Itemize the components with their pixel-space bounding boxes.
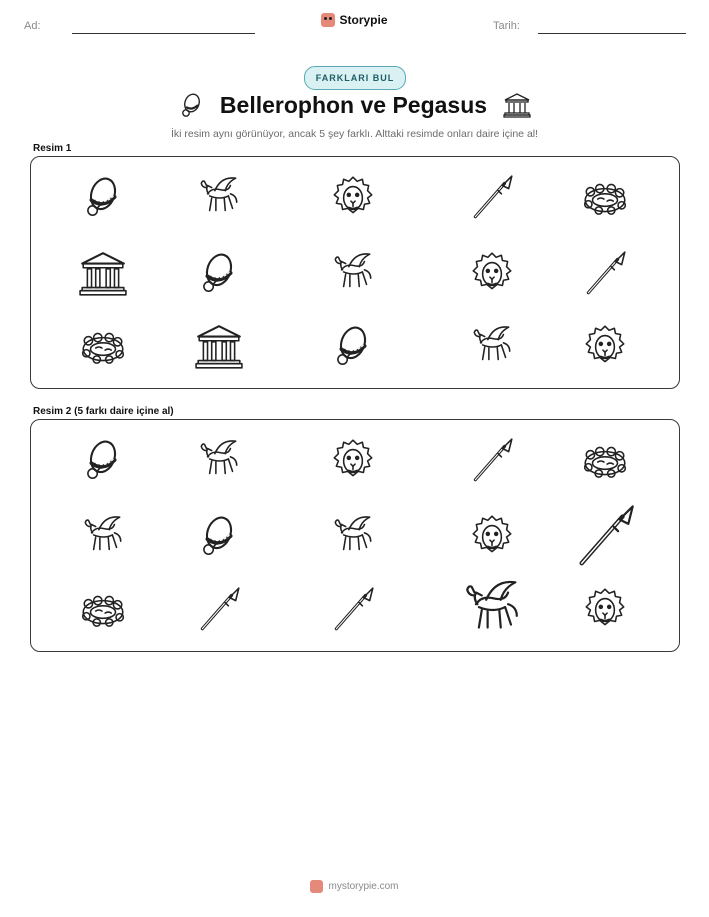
lion-icon[interactable] <box>467 249 517 299</box>
spear-icon[interactable] <box>194 585 244 635</box>
picture1-label: Resim 1 <box>33 143 72 154</box>
lion-icon[interactable] <box>580 585 630 635</box>
pegasus-icon[interactable] <box>78 512 128 562</box>
lion-icon[interactable] <box>328 173 378 223</box>
bridle-icon[interactable] <box>194 512 244 562</box>
bridle-icon <box>178 91 204 119</box>
pegasus-icon[interactable] <box>194 436 244 486</box>
page-title <box>0 91 709 119</box>
instructions: İki resim aynı görünüyor, ancak 5 şey farklı. Alttaki resimde onları daire içine al! <box>170 128 539 140</box>
spear-icon[interactable] <box>328 585 378 635</box>
pegasus-icon[interactable] <box>467 322 517 372</box>
temple-icon[interactable] <box>78 249 128 299</box>
temple-icon <box>503 92 531 118</box>
brand-name: Storypie <box>339 13 388 27</box>
storypie-logo-icon <box>321 13 335 27</box>
spring-icon[interactable] <box>580 436 630 486</box>
date-label: Tarih: <box>493 20 520 32</box>
spring-icon[interactable] <box>580 173 630 223</box>
bridle-icon[interactable] <box>78 436 128 486</box>
picture1-frame <box>30 156 680 389</box>
activity-badge: FARKLARI BUL <box>304 66 406 90</box>
spring-icon[interactable] <box>78 322 128 372</box>
lion-icon[interactable] <box>580 322 630 372</box>
spring-icon[interactable] <box>78 585 128 635</box>
footer <box>0 880 709 893</box>
spear-icon[interactable] <box>570 502 640 572</box>
bridle-icon[interactable] <box>78 173 128 223</box>
spear-icon[interactable] <box>580 249 630 299</box>
temple-icon[interactable] <box>194 322 244 372</box>
bridle-icon[interactable] <box>328 322 378 372</box>
worksheet-title: Bellerophon ve Pegasus <box>219 91 488 118</box>
pegasus-icon[interactable] <box>328 249 378 299</box>
pegasus-icon[interactable] <box>328 512 378 562</box>
storypie-logo-icon <box>310 880 323 893</box>
spear-icon[interactable] <box>467 173 517 223</box>
name-line[interactable] <box>72 33 255 34</box>
spear-icon[interactable] <box>467 436 517 486</box>
date-line[interactable] <box>538 33 686 34</box>
footer-url: mystorypie.com <box>328 881 399 892</box>
lion-icon[interactable] <box>328 436 378 486</box>
picture2-label: Resim 2 (5 farkı daire içine al) <box>33 406 174 417</box>
brand <box>0 13 709 27</box>
pegasus-icon[interactable] <box>194 173 244 223</box>
lion-icon[interactable] <box>467 512 517 562</box>
picture2-frame <box>30 419 680 652</box>
name-label: Ad: <box>24 20 41 32</box>
pegasus-icon[interactable] <box>457 575 527 645</box>
bridle-icon[interactable] <box>194 249 244 299</box>
